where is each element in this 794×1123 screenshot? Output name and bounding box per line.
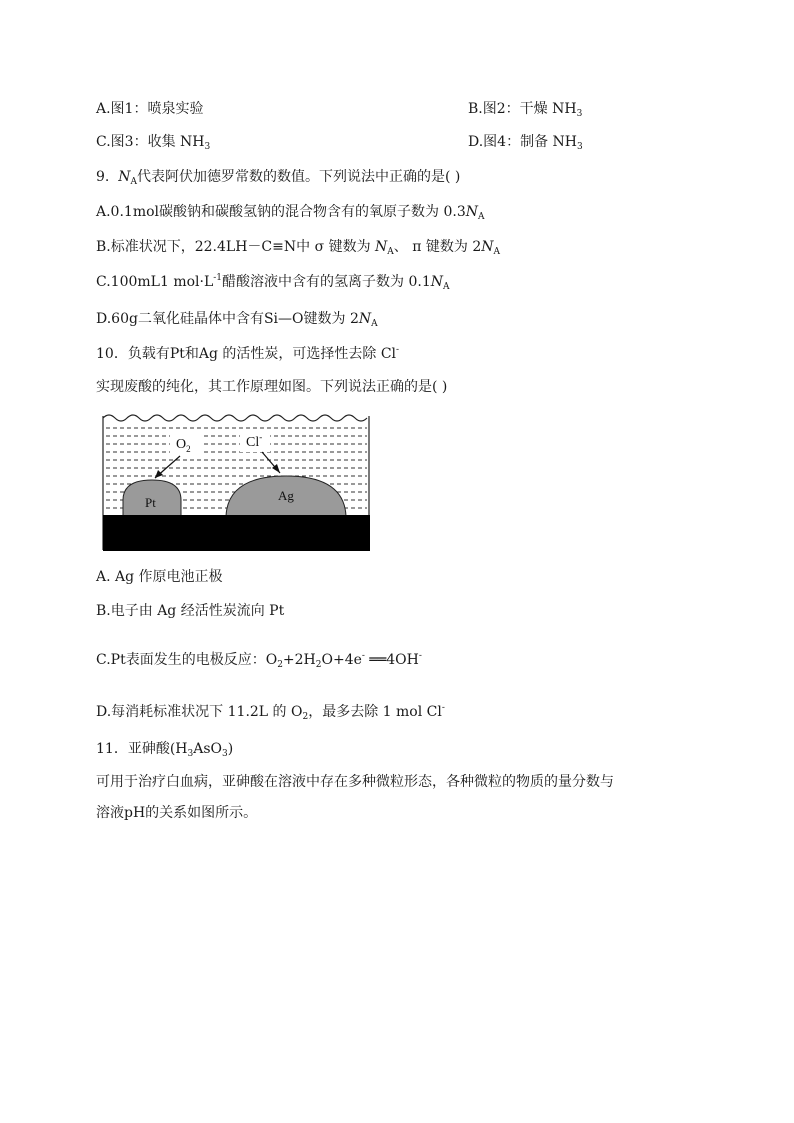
cl-label: Cl- [246, 432, 263, 450]
o2-arrow-head [155, 470, 163, 478]
q10-option-d: D.每消耗标准状况下 11.2L 的 $O_2$，最多去除 1 mol Cl- [96, 703, 445, 722]
q8-option-d: D.图4：制备 $NH_3$ [468, 134, 583, 152]
q9-option-d: D.60g二氧化硅晶体中含有Si—O键数为 $2N_A$ [96, 311, 378, 329]
q9-option-a: A.0.1mol碳酸钠和碳酸氢钠的混合物含有的氧原子数为 $0.3N_A$ [96, 204, 485, 222]
q9-option-b: B.标准状况下，22.4LH－C≡N中 σ 键数为 $N_A$、 π 键数为 $2N_A$ [96, 239, 501, 257]
q10-option-c: C.Pt表面发生的电极反应：$O_2+2H_2O+4e^-$ ══4OH- [96, 651, 422, 670]
q9-option-c: C.100mL1 $mol\cdot L^{-1}$醋酸溶液中含有的氢离子数为 $0.1N_A$ [96, 273, 450, 292]
pt-label: Pt [145, 495, 156, 510]
q10-option-a: A. Ag 作原电池正极 [96, 569, 223, 585]
q9-stem: 9. $N_A$代表阿伏加德罗常数的数值。下列说法中正确的是( ) [96, 169, 461, 187]
q8-option-row-2 [96, 133, 583, 152]
liquid-surface [103, 415, 367, 421]
q10-figure [100, 410, 372, 555]
q11-stem-line2: 可用于治疗白血病，亚砷酸在溶液中存在多种微粒形态，各种微粒的物质的量分数与 [96, 774, 614, 790]
q10-stem-line2: 实现废酸的纯化，其工作原理如图。下列说法正确的是( ) [96, 379, 448, 395]
q11-stem-line1: 11．亚砷酸$(H_3AsO_3)$ [96, 741, 234, 759]
q8-option-row-1 [96, 100, 583, 119]
q10-stem-line1: 10．负载有Pt和Ag 的活性炭，可选择性去除 Cl- [96, 345, 400, 362]
q10-option-b: B.电子由 Ag 经活性炭流向 Pt [96, 603, 285, 619]
q11-stem-line3: 溶液pH的关系如图所示。 [96, 805, 258, 821]
q8-option-a: A.图1：喷泉实验 [96, 101, 204, 117]
ag-label: Ag [278, 488, 294, 503]
o2-label: $O_2$ [176, 437, 191, 454]
q8-option-c: C.图3：收集 $NH_3$ [96, 134, 211, 152]
q8-option-b: B.图2：干燥 $NH_3$ [468, 101, 583, 119]
activated-carbon-base [103, 515, 370, 551]
